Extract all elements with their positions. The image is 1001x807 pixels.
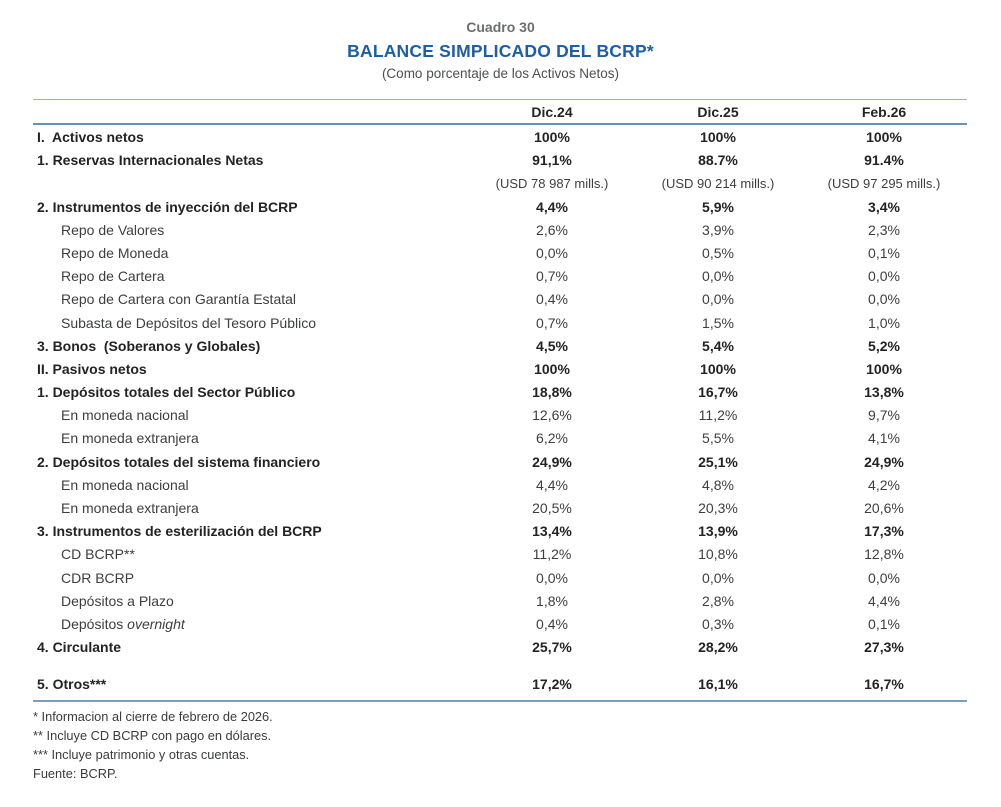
- row-label: Depósitos a Plazo: [61, 592, 174, 609]
- table-row: [33, 589, 967, 612]
- footnote-line: *** Incluye patrimonio y otras cuentas.: [33, 747, 250, 762]
- cell-value: 2,3%: [868, 221, 900, 238]
- cell-value: 0,5%: [702, 244, 734, 261]
- table-row: [33, 334, 967, 357]
- cell-value: 0,7%: [536, 314, 568, 331]
- column-header-dic25: Dic.25: [697, 103, 739, 120]
- cell-value: 11,2%: [532, 546, 572, 563]
- table-header-row: [33, 99, 967, 125]
- cell-value: 3,9%: [702, 221, 734, 238]
- table-row: [33, 404, 967, 427]
- cell-value: 4,4%: [536, 198, 568, 215]
- cell-value: 100%: [534, 360, 570, 377]
- table-row: [33, 450, 967, 473]
- table-caption: Cuadro 30: [466, 19, 535, 35]
- row-label: Repo de Moneda: [61, 244, 169, 261]
- cell-value: 1,0%: [868, 314, 900, 331]
- cell-value: 0,0%: [702, 268, 734, 285]
- cell-value: 25,1%: [698, 453, 738, 470]
- cell-value: 16,1%: [698, 676, 738, 693]
- cell-value: 17,3%: [864, 523, 904, 540]
- row-label: Depósitos overnight: [61, 615, 185, 632]
- cell-value: 5,5%: [702, 430, 734, 447]
- cell-value: 100%: [534, 128, 570, 145]
- cell-value: 0,1%: [868, 615, 900, 632]
- table-row: [33, 125, 967, 148]
- cell-value: 4,8%: [702, 476, 734, 493]
- table-bottom-rule: [33, 700, 967, 702]
- table-subtitle: (Como porcentaje de los Activos Netos): [381, 66, 620, 81]
- row-label: I. Activos netos: [37, 128, 144, 145]
- cell-value: 5,9%: [702, 198, 734, 215]
- cell-value: 0,0%: [868, 569, 900, 586]
- cell-value: 0,0%: [868, 268, 900, 285]
- cell-value: 16,7%: [864, 676, 904, 693]
- table-row: [33, 288, 967, 311]
- row-label: Subasta de Depósitos del Tesoro Público: [61, 314, 317, 331]
- cell-value: 100%: [700, 360, 736, 377]
- cell-value: 88.7%: [698, 151, 738, 168]
- table-row: [33, 520, 967, 543]
- cell-value: 2,6%: [536, 221, 568, 238]
- table-row: [33, 543, 967, 566]
- cell-value: (USD 78 987 mills.): [495, 175, 609, 191]
- cell-value: 6,2%: [536, 430, 568, 447]
- cell-value: 4,5%: [536, 337, 568, 354]
- cell-value: 10,8%: [698, 546, 738, 563]
- cell-value: 3,4%: [868, 198, 900, 215]
- column-header-feb26: Feb.26: [861, 103, 907, 120]
- cell-value: 4,4%: [536, 476, 568, 493]
- row-label: Repo de Cartera con Garantía Estatal: [61, 291, 297, 308]
- cell-value: 12,8%: [864, 546, 904, 563]
- cell-value: 0,0%: [536, 569, 568, 586]
- cell-value: 91,1%: [532, 151, 572, 168]
- table-body: [33, 125, 967, 696]
- cell-value: (USD 90 214 mills.): [661, 175, 775, 191]
- cell-value: 17,2%: [532, 676, 572, 693]
- cell-value: 4,1%: [868, 430, 900, 447]
- table-row: [33, 171, 967, 195]
- cell-value: 0,4%: [536, 291, 568, 308]
- row-label: 2. Depósitos totales del sistema financiero: [37, 453, 321, 470]
- row-label: En moneda nacional: [61, 407, 189, 424]
- cell-value: 9,7%: [868, 407, 900, 424]
- table-row: [33, 265, 967, 288]
- row-label: CDR BCRP: [61, 569, 135, 586]
- cell-value: 91.4%: [864, 151, 904, 168]
- row-label: 4. Circulante: [37, 639, 122, 656]
- row-label: 3. Bonos (Soberanos y Globales): [37, 337, 261, 354]
- cell-value: 28,2%: [698, 639, 738, 656]
- row-label: 1. Reservas Internacionales Netas: [37, 151, 264, 168]
- footnote-line: ** Incluye CD BCRP con pago en dólares.: [33, 728, 272, 743]
- cell-value: 13,4%: [532, 523, 572, 540]
- cell-value: 11,2%: [698, 407, 738, 424]
- cell-value: 5,2%: [868, 337, 900, 354]
- cell-value: 20,3%: [698, 500, 738, 516]
- cell-value: 0,0%: [702, 291, 734, 308]
- cell-value: 100%: [866, 128, 902, 145]
- row-label: 1. Depósitos totales del Sector Público: [37, 384, 296, 401]
- cell-value: 1,8%: [536, 592, 568, 609]
- footnote-line: Fuente: BCRP.: [33, 766, 118, 781]
- cell-value: 0,0%: [868, 291, 900, 308]
- cell-value: 18,8%: [532, 384, 572, 401]
- row-label: 3. Instrumentos de esterilización del BCRP: [37, 523, 322, 540]
- cell-value: 0,3%: [702, 615, 734, 632]
- table-row: [33, 241, 967, 264]
- cell-value: 5,4%: [702, 337, 734, 354]
- cell-value: 13,9%: [698, 523, 738, 540]
- row-label: En moneda extranjera: [61, 430, 199, 447]
- cell-value: 12,6%: [532, 407, 572, 424]
- cell-value: 2,8%: [702, 592, 734, 609]
- table-title: BALANCE SIMPLICADO DEL BCRP*: [347, 41, 654, 61]
- cell-value: 4,2%: [868, 476, 900, 493]
- table-row: [33, 380, 967, 403]
- cell-value: 13,8%: [864, 384, 904, 401]
- cell-value: 24,9%: [532, 453, 572, 470]
- row-label: II. Pasivos netos: [37, 360, 147, 377]
- table-row: [33, 311, 967, 334]
- row-label: Repo de Valores: [61, 221, 165, 238]
- cell-value: 0,7%: [536, 268, 568, 285]
- row-label: Repo de Cartera: [61, 268, 165, 285]
- balance-table: [33, 99, 967, 702]
- cell-value: 100%: [866, 360, 902, 377]
- cell-value: 20,6%: [864, 500, 904, 516]
- cell-value: 1,5%: [702, 314, 734, 331]
- cell-value: (USD 97 295 mills.): [827, 175, 941, 191]
- footnote-line: * Informacion al cierre de febrero de 2026.: [33, 709, 273, 724]
- table-row: [33, 218, 967, 241]
- cell-value: 0,1%: [868, 244, 900, 261]
- table-row: [33, 496, 967, 519]
- column-header-dic24: Dic.24: [531, 103, 573, 120]
- table-row: [33, 473, 967, 496]
- cell-value: 0,0%: [702, 569, 734, 586]
- row-label: CD BCRP**: [61, 546, 135, 563]
- footnotes: [33, 707, 273, 783]
- row-label: En moneda extranjera: [61, 500, 199, 516]
- table-row: [33, 427, 967, 450]
- cell-value: 0,0%: [536, 244, 568, 261]
- table-row: [33, 636, 967, 659]
- row-label: 5. Otros***: [37, 676, 107, 693]
- table-row: [33, 673, 967, 696]
- cell-value: 16,7%: [698, 384, 738, 401]
- table-row: [33, 566, 967, 589]
- cell-value: 25,7%: [532, 639, 572, 656]
- table-row: [33, 148, 967, 171]
- cell-value: 27,3%: [864, 639, 904, 656]
- cell-value: 4,4%: [868, 592, 900, 609]
- row-label: En moneda nacional: [61, 476, 189, 493]
- row-label: 2. Instrumentos de inyección del BCRP: [37, 198, 298, 215]
- cell-value: 0,4%: [536, 615, 568, 632]
- cell-value: 100%: [700, 128, 736, 145]
- table-row: [33, 195, 967, 218]
- table-row: [33, 357, 967, 380]
- cell-value: 24,9%: [864, 453, 904, 470]
- cell-value: 20,5%: [532, 500, 572, 516]
- table-row: [33, 612, 967, 635]
